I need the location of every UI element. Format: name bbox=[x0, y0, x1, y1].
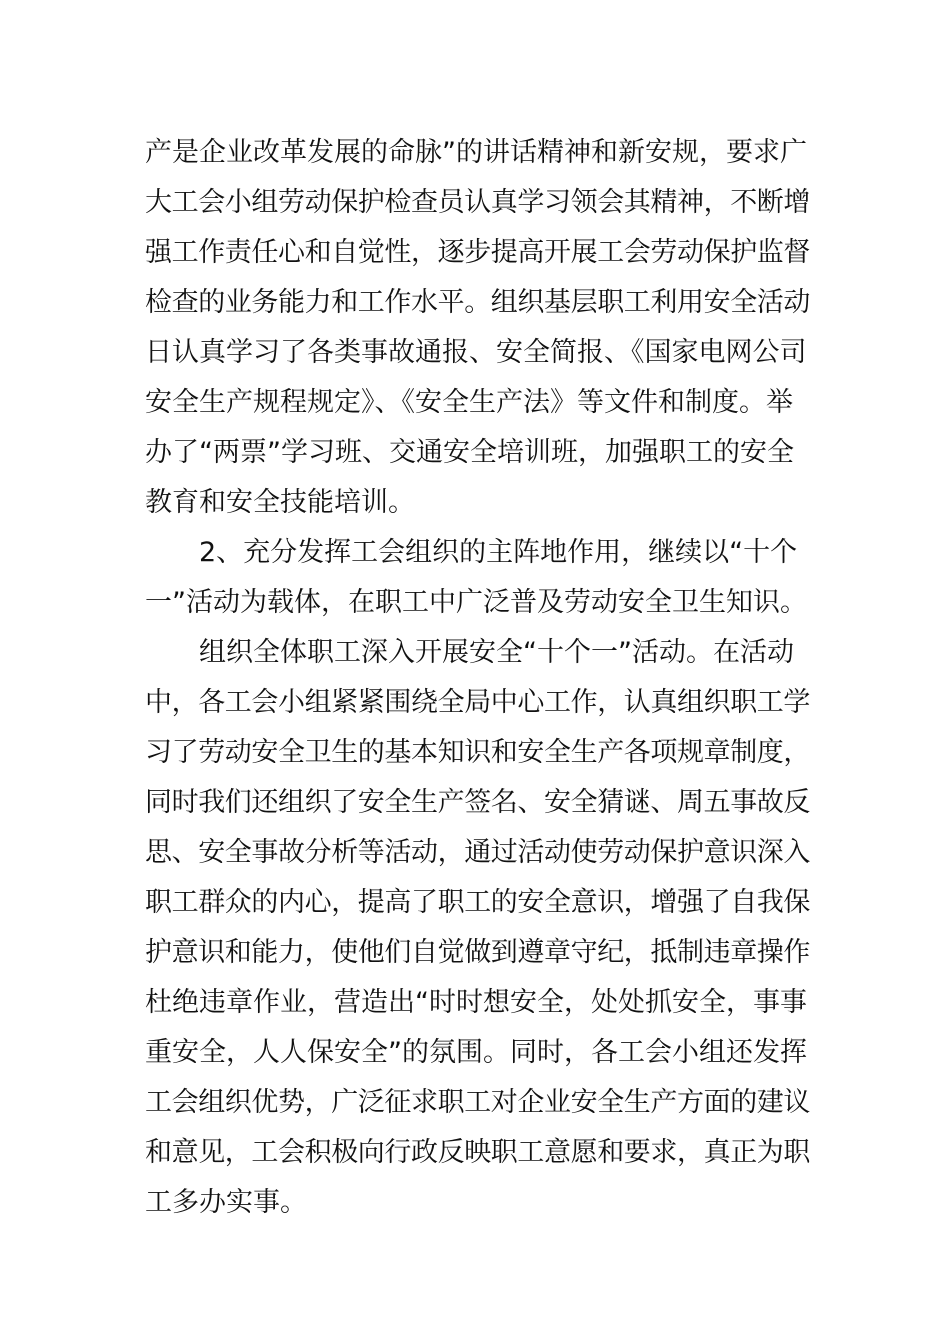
text-line: 检查的业务能力和工作水平。组织基层职工利用安全活动 bbox=[145, 287, 810, 318]
text-line: 和意见，工会积极向行政反映职工意愿和要求，真正为职 bbox=[145, 1137, 810, 1168]
text-line: 大工会小组劳动保护检查员认真学习领会其精神，不断增 bbox=[145, 187, 810, 218]
text-line: 中，各工会小组紧紧围绕全局中心工作，认真组织职工学 bbox=[145, 687, 810, 718]
text-line: 日认真学习了各类事故通报、安全简报、《国家电网公司 bbox=[145, 337, 807, 368]
text-line: 强工作责任心和自觉性，逐步提高开展工会劳动保护监督 bbox=[145, 237, 810, 268]
text-line: 工会组织优势，广泛征求职工对企业安全生产方面的建议 bbox=[145, 1087, 810, 1118]
text-line: 思、安全事故分析等活动，通过活动使劳动保护意识深入 bbox=[145, 837, 810, 868]
text-line: 习了劳动安全卫生的基本知识和安全生产各项规章制度， bbox=[145, 737, 810, 768]
text-line: 职工群众的内心，提高了职工的安全意识，增强了自我保 bbox=[145, 887, 810, 918]
paragraph-heading-line: 2、充分发挥工会组织的主阵地作用，继续以“十个 bbox=[199, 537, 798, 568]
paragraph-start-line: 组织全体职工深入开展安全“十个一”活动。在活动 bbox=[199, 637, 794, 668]
text-line: 一”活动为载体，在职工中广泛普及劳动安全卫生知识。 bbox=[145, 587, 807, 618]
document-body bbox=[145, 128, 810, 1228]
text-line: 安全生产规程规定》、《安全生产法》等文件和制度。举 bbox=[145, 387, 793, 418]
text-line: 教育和安全技能培训。 bbox=[145, 487, 415, 518]
text-line: 办了“两票”学习班、交通安全培训班，加强职工的安全 bbox=[145, 437, 794, 468]
text-line: 护意识和能力，使他们自觉做到遵章守纪，抵制违章操作 bbox=[145, 937, 810, 968]
text-line: 工多办实事。 bbox=[145, 1187, 307, 1218]
text-line: 重安全，人人保安全”的氛围。同时，各工会小组还发挥 bbox=[145, 1037, 807, 1068]
text-line: 同时我们还组织了安全生产签名、安全猜谜、周五事故反 bbox=[145, 787, 810, 818]
text-line: 产是企业改革发展的命脉”的讲话精神和新安规，要求广 bbox=[145, 137, 807, 168]
text-line: 杜绝违章作业，营造出“时时想安全，处处抓安全，事事 bbox=[145, 987, 807, 1018]
